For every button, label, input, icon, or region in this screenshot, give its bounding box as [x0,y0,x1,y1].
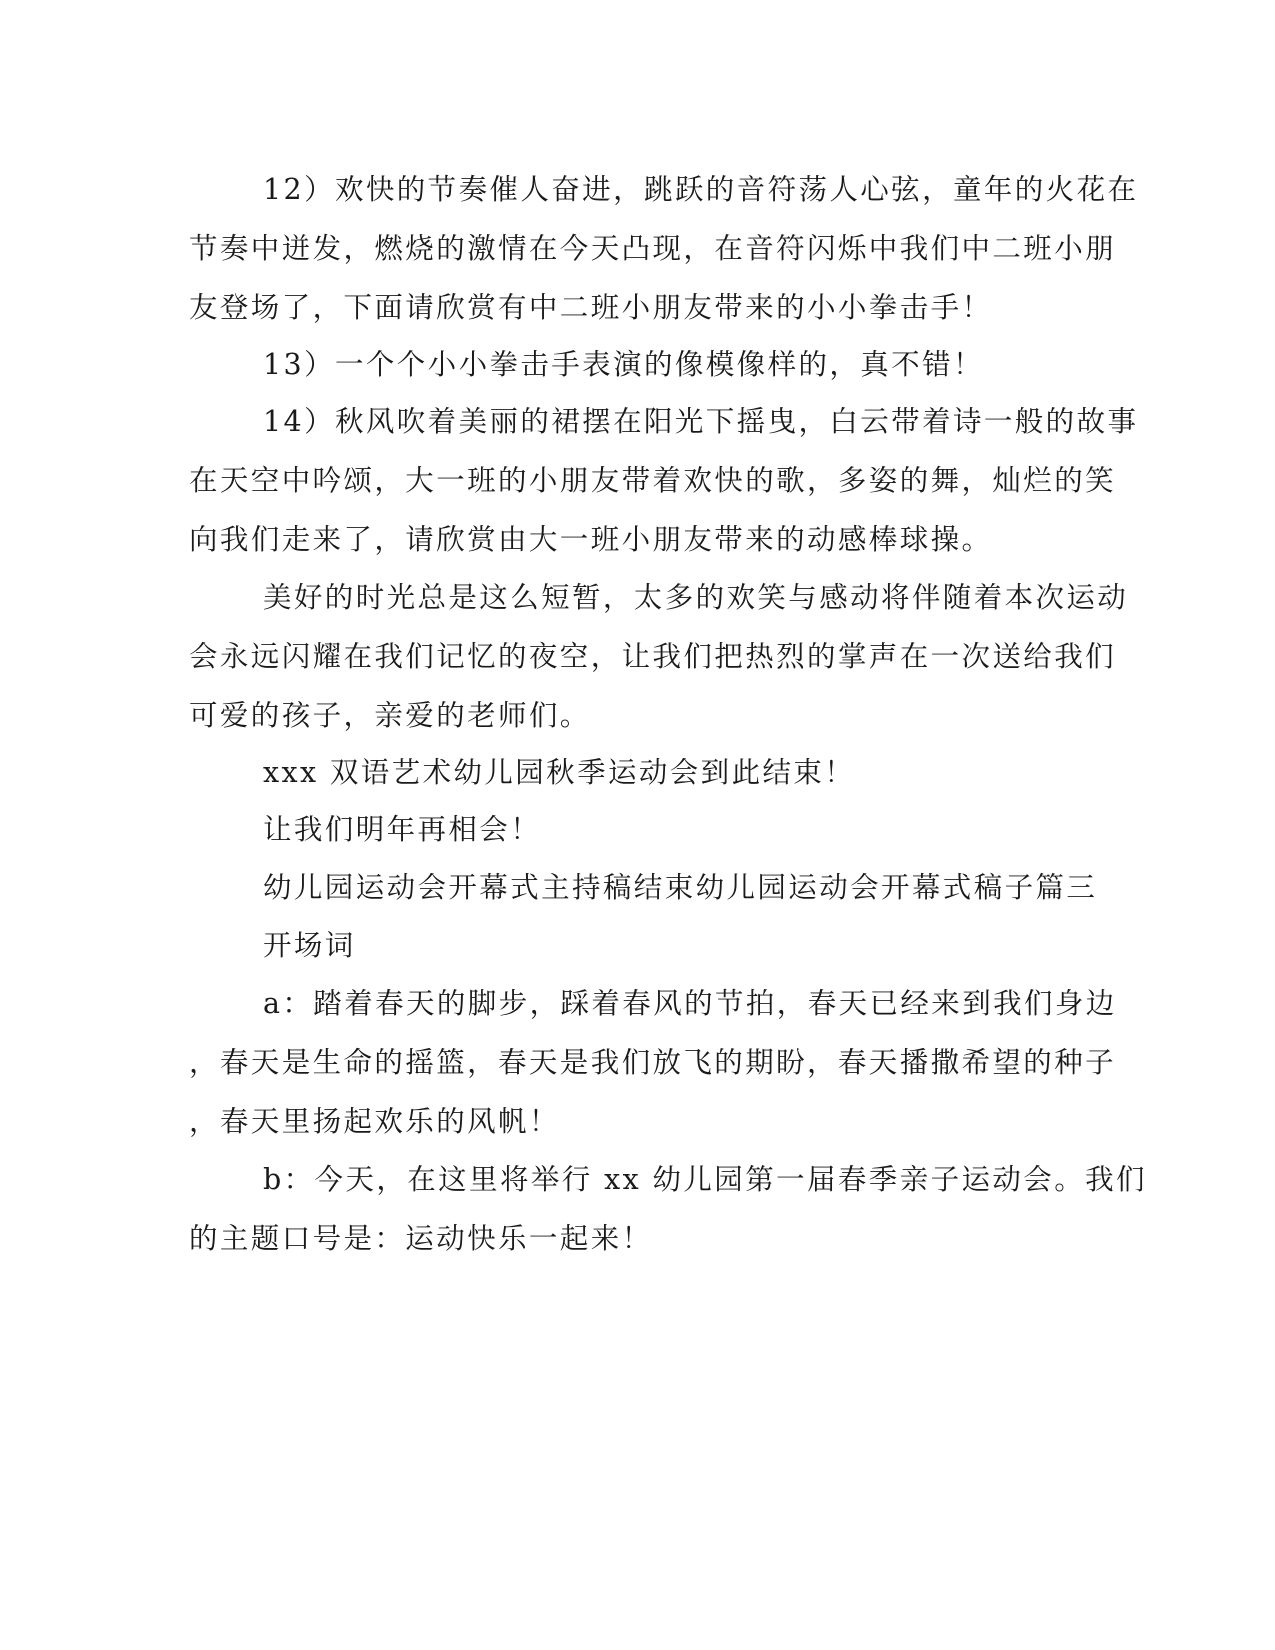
paragraph-line: ，春天是生命的摇篮，春天是我们放飞的期盼，春天播撒希望的种子 [189,1046,1117,1079]
paragraph-line: 13）一个个小小拳击手表演的像模像样的，真不错！ [263,348,984,381]
paragraph-line: 节奏中迸发，燃烧的激情在今天凸现，在音符闪烁中我们中二班小朋 [189,232,1117,265]
paragraph-line: 在天空中吟颂，大一班的小朋友带着欢快的歌，多姿的舞，灿烂的笑 [189,464,1117,497]
paragraph-line: 开场词 [263,929,356,962]
paragraph-line: 12）欢快的节奏催人奋进，跳跃的音符荡人心弦，童年的火花在 [263,173,1139,206]
paragraph-line: xxx 双语艺术幼儿园秋季运动会到此结束！ [263,756,856,789]
paragraph-line: ，春天里扬起欢乐的风帆！ [189,1105,560,1138]
paragraph-line: 让我们明年再相会！ [263,813,542,846]
paragraph-line: 会永远闪耀在我们记忆的夜空，让我们把热烈的掌声在一次送给我们 [189,640,1117,673]
paragraph-line: 向我们走来了，请欣赏由大一班小朋友带来的动感棒球操。 [189,523,993,556]
paragraph-line: b：今天，在这里将举行 xx 幼儿园第一届春季亲子运动会。我们 [263,1163,1147,1196]
paragraph-line: 友登场了，下面请欣赏有中二班小朋友带来的小小拳击手！ [189,291,993,324]
paragraph-line: 可爱的孩子，亲爱的老师们。 [189,699,591,732]
paragraph-line: 14）秋风吹着美丽的裙摆在阳光下摇曳，白云带着诗一般的故事 [263,405,1139,438]
paragraph-line: 的主题口号是：运动快乐一起来！ [189,1222,653,1255]
paragraph-line: 美好的时光总是这么短暂，太多的欢笑与感动将伴随着本次运动 [263,581,1129,614]
paragraph-line: a：踏着春天的脚步，踩着春风的节拍，春天已经来到我们身边 [263,987,1117,1020]
paragraph-line: 幼儿园运动会开幕式主持稿结束幼儿园运动会开幕式稿子篇三 [263,871,1098,904]
